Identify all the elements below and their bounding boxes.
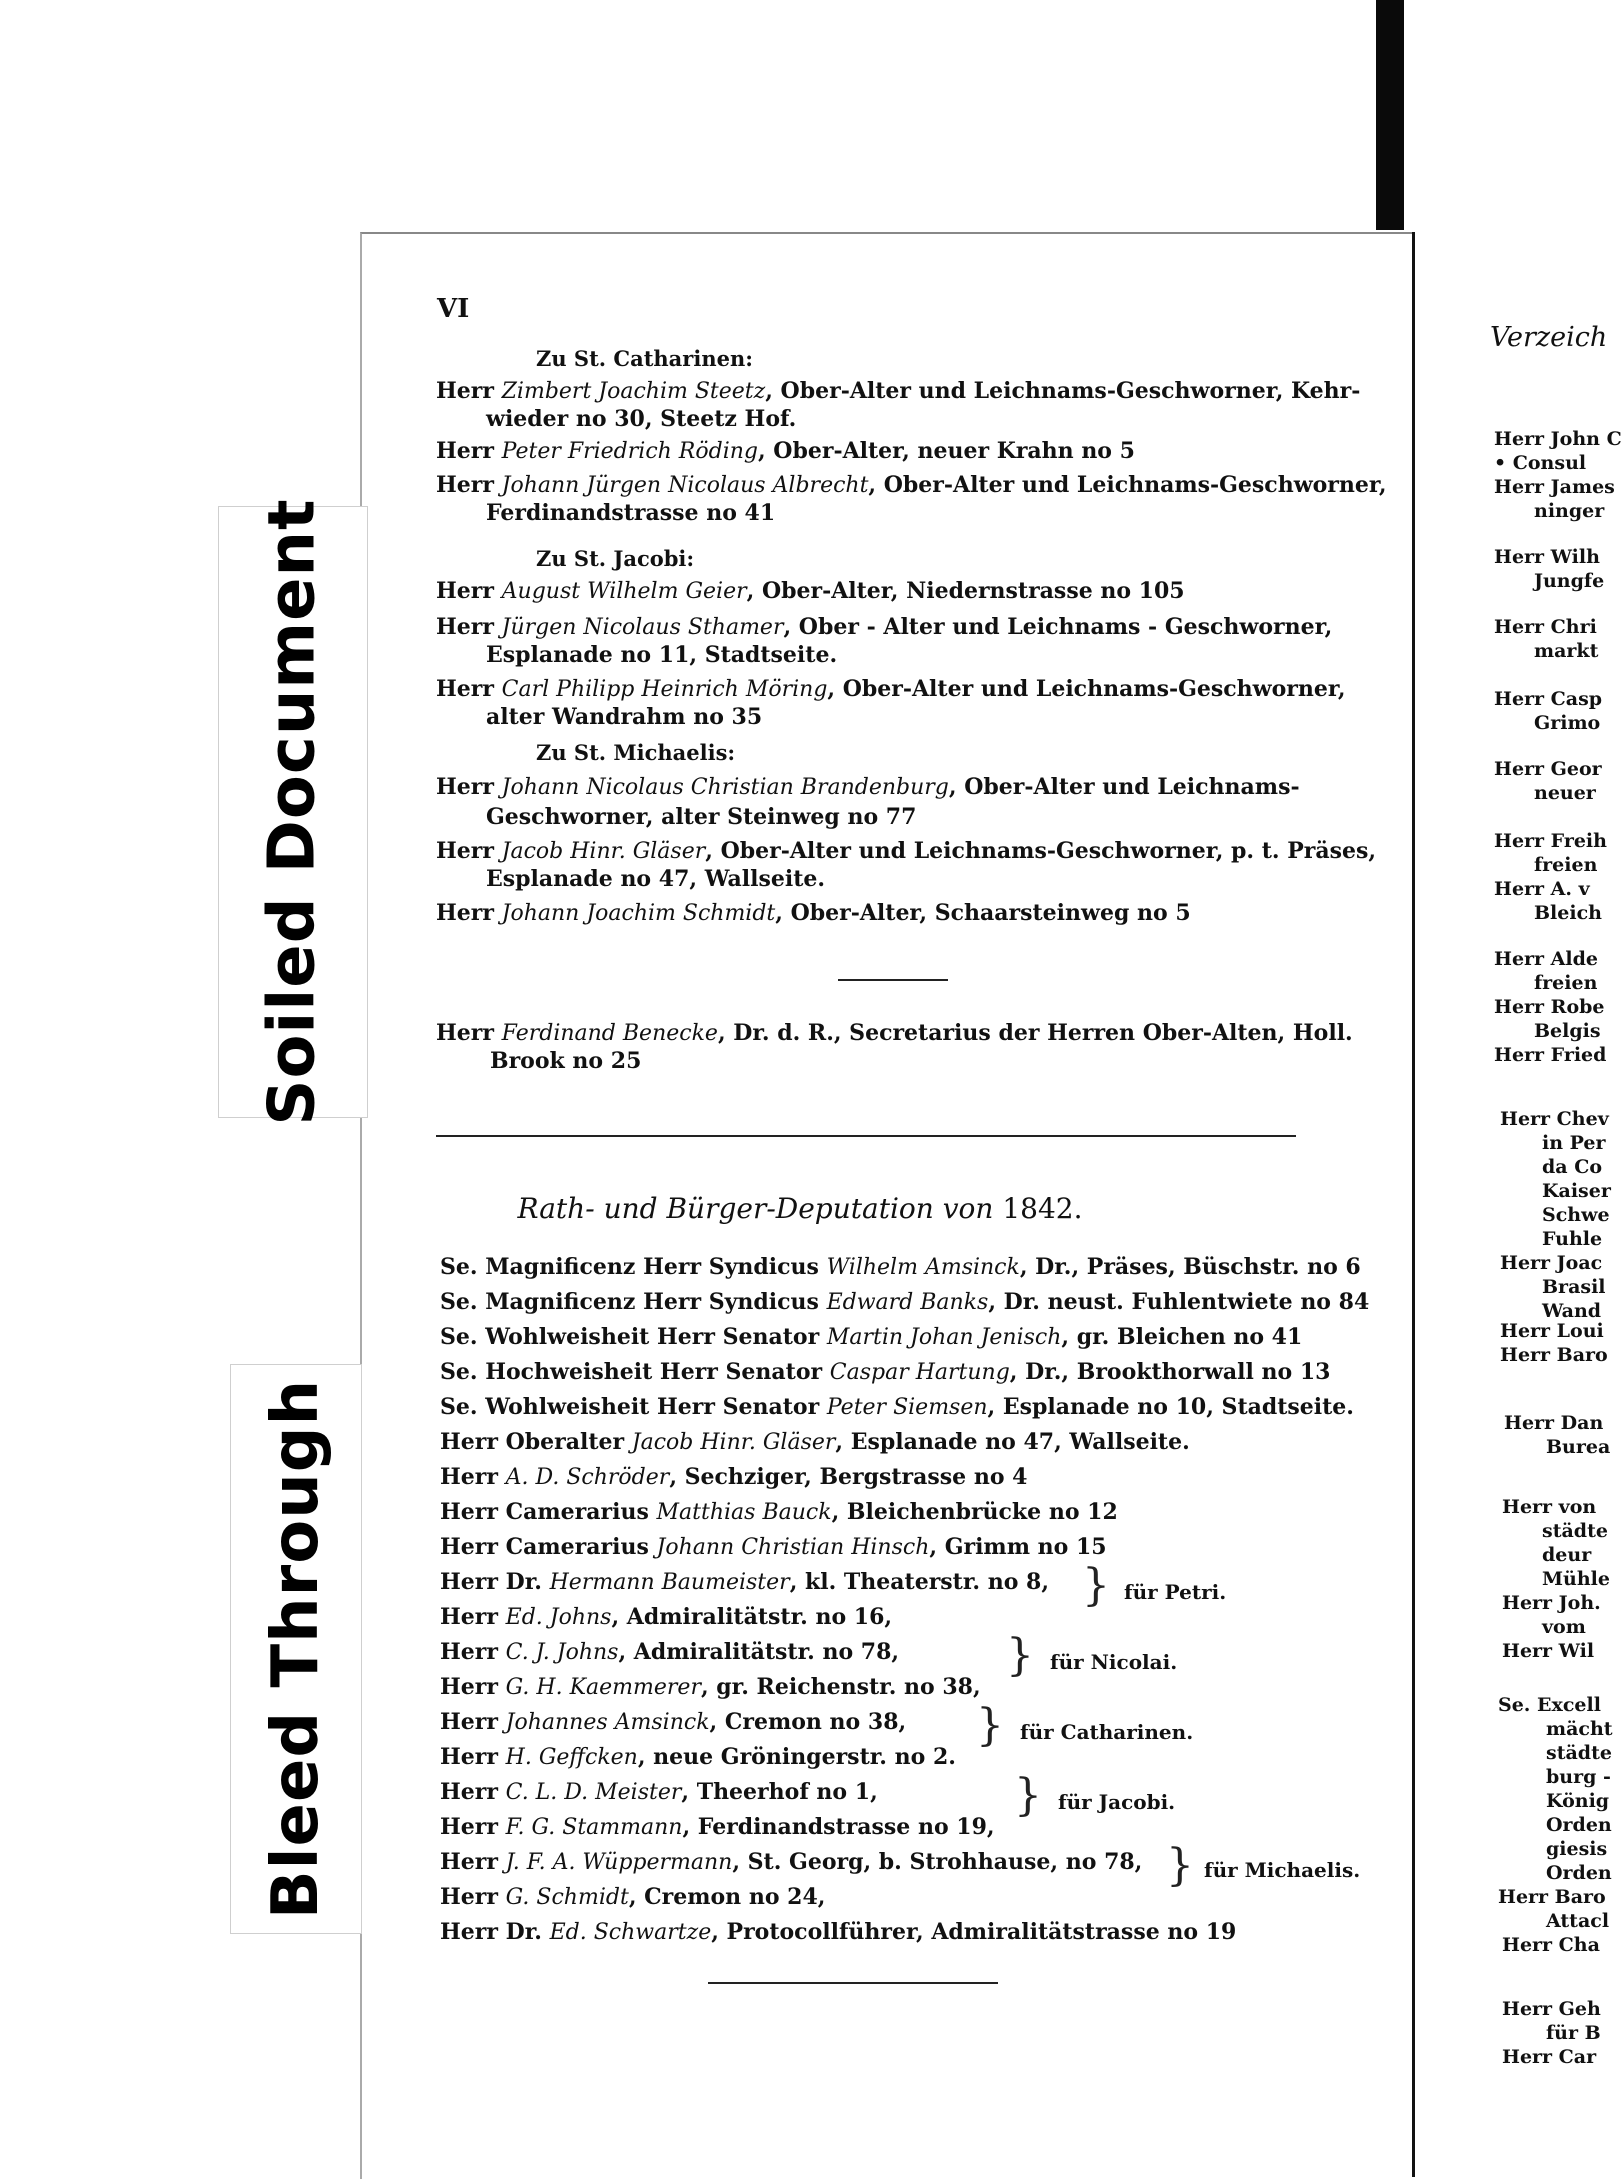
bleed-through-tab	[230, 1364, 362, 1934]
parish-jacobi: für Jacobi.	[1058, 1790, 1176, 1814]
right-fragment: Wand	[1542, 1300, 1602, 1322]
section-heading-michaelis: Zu St. Michaelis:	[536, 740, 736, 765]
right-fragment: giesis	[1546, 1838, 1608, 1860]
right-fragment: burg -	[1546, 1766, 1611, 1788]
right-page-heading: Verzeich	[1490, 322, 1608, 353]
right-fragment: neuer	[1534, 782, 1596, 804]
right-fragment: Herr Robe	[1494, 996, 1605, 1018]
right-fragment: • Consul	[1494, 452, 1587, 474]
right-fragment: freien	[1534, 972, 1598, 994]
right-fragment: für B	[1546, 2022, 1601, 2044]
deputation-line: Herr J. F. A. Wüppermann, St. Georg, b. Strohhause, no 78,	[440, 1849, 1143, 1875]
soiled-document-tab	[218, 498, 368, 1126]
page-number: VI	[437, 294, 470, 324]
right-fragment: Herr Alde	[1494, 948, 1599, 970]
brace-michaelis: }	[1166, 1840, 1194, 1891]
right-fragment: Herr Casp	[1494, 688, 1603, 710]
right-fragment: Herr Fried	[1494, 1044, 1607, 1066]
right-fragment: Herr von	[1502, 1496, 1597, 1518]
right-fragment: Schwe	[1542, 1204, 1610, 1226]
entry-line-cont: Esplanade no 11, Stadtseite.	[486, 642, 838, 668]
entry-line: Herr August Wilhelm Geier, Ober-Alter, Niedernstrasse no 105	[436, 578, 1185, 604]
right-fragment: Herr Wil	[1502, 1640, 1595, 1662]
right-fragment: Se. Excell	[1498, 1694, 1601, 1716]
deputation-line: Se. Magnificenz Herr Syndicus Wilhelm Amsinck, Dr., Präses, Büschstr. no 6	[440, 1254, 1361, 1280]
right-fragment: Herr Baro	[1498, 1886, 1606, 1908]
right-fragment: in Per	[1542, 1132, 1606, 1154]
entry-line-cont: Esplanade no 47, Wallseite.	[486, 866, 826, 892]
entry-line: Herr Peter Friedrich Röding, Ober-Alter, neuer Krahn no 5	[436, 438, 1135, 464]
right-fragment: Herr Geor	[1494, 758, 1602, 780]
right-fragment: Herr Cha	[1502, 1934, 1600, 1956]
deputation-line: Herr H. Geffcken, neue Gröningerstr. no 2.	[440, 1744, 956, 1770]
right-fragment: Herr Wilh	[1494, 546, 1600, 568]
right-fragment: Herr A. v	[1494, 878, 1590, 900]
brace-jacobi: }	[1014, 1770, 1042, 1821]
brace-nicolai: }	[1006, 1630, 1034, 1681]
deputation-line: Herr Oberalter Jacob Hinr. Gläser, Esplanade no 47, Wallseite.	[440, 1429, 1190, 1455]
right-fragment: Herr Joac	[1500, 1252, 1603, 1274]
right-fragment: Mühle	[1542, 1568, 1610, 1590]
deputation-line: Herr Ed. Johns, Admiralitätstr. no 16,	[440, 1604, 893, 1630]
right-fragment: König	[1546, 1790, 1610, 1812]
right-fragment: markt	[1534, 640, 1599, 662]
parish-catharinen: für Catharinen.	[1020, 1720, 1194, 1744]
right-fragment: vom	[1542, 1616, 1586, 1638]
right-fragment: Brasil	[1542, 1276, 1606, 1298]
right-fragment: mächt	[1546, 1718, 1613, 1740]
entry-line: Herr Zimbert Joachim Steetz, Ober-Alter und Leichnams-Geschworner, Kehr-	[436, 378, 1361, 404]
right-fragment: Fuhle	[1542, 1228, 1603, 1250]
right-fragment: Burea	[1546, 1436, 1611, 1458]
parish-nicolai: für Nicolai.	[1050, 1650, 1178, 1674]
deputation-line: Se. Wohlweisheit Herr Senator Peter Siemsen, Esplanade no 10, Stadtseite.	[440, 1394, 1354, 1420]
parish-michaelis: für Michaelis.	[1204, 1858, 1361, 1882]
right-fragment: Grimo	[1534, 712, 1601, 734]
deputation-line: Se. Magnificenz Herr Syndicus Edward Banks, Dr. neust. Fuhlentwiete no 84	[440, 1289, 1370, 1315]
deputation-line: Herr Johannes Amsinck, Cremon no 38,	[440, 1709, 907, 1735]
right-fragment: ninger	[1534, 500, 1605, 522]
entry-line-cont: Geschworner, alter Steinweg no 77	[486, 804, 917, 830]
right-fragment: freien	[1534, 854, 1598, 876]
entry-line: Herr Jürgen Nicolaus Sthamer, Ober - Alter und Leichnams - Geschworner,	[436, 614, 1333, 640]
entry-line-cont: Ferdinandstrasse no 41	[486, 500, 776, 526]
brace-petri: }	[1082, 1560, 1110, 1611]
deputation-line: Se. Hochweisheit Herr Senator Caspar Hartung, Dr., Brookthorwall no 13	[440, 1359, 1331, 1385]
right-fragment: Kaiser	[1542, 1180, 1611, 1202]
deputation-line: Herr Dr. Hermann Baumeister, kl. Theaterstr. no 8,	[440, 1569, 1050, 1595]
right-fragment: Herr Geh	[1502, 1998, 1601, 2020]
entry-line: Herr Johann Nicolaus Christian Brandenburg, Ober-Alter und Leichnams-	[436, 774, 1300, 800]
deputation-line: Herr A. D. Schröder, Sechziger, Bergstrasse no 4	[440, 1464, 1028, 1490]
bleed-through-label: Bleed Through	[259, 1378, 333, 1920]
right-fragment: Herr Dan	[1504, 1412, 1604, 1434]
short-divider	[838, 979, 948, 981]
deputation-title: Rath- und Bürger-Deputation von 1842.	[517, 1192, 1083, 1225]
deputation-line: Herr G. Schmidt, Cremon no 24,	[440, 1884, 826, 1910]
parish-petri: für Petri.	[1124, 1580, 1227, 1604]
right-fragment: Herr Loui	[1500, 1320, 1604, 1342]
entry-line: Herr Jacob Hinr. Gläser, Ober-Alter und Leichnams-Geschworner, p. t. Präses,	[436, 838, 1377, 864]
brace-catharinen: }	[976, 1700, 1004, 1751]
right-fragment: Bleich	[1534, 902, 1602, 924]
right-fragment: Belgis	[1534, 1020, 1601, 1042]
deputation-line: Herr C. J. Johns, Admiralitätstr. no 78,	[440, 1639, 900, 1665]
entry-line-cont: wieder no 30, Steetz Hof.	[486, 406, 797, 432]
soiled-document-label: Soiled Document	[256, 498, 330, 1126]
right-fragment: da Co	[1542, 1156, 1603, 1178]
right-fragment: Herr Chev	[1500, 1108, 1609, 1130]
section-heading-jacobi: Zu St. Jacobi:	[536, 546, 695, 571]
deputation-line: Herr Dr. Ed. Schwartze, Protocollführer, Admiralitätstrasse no 19	[440, 1919, 1237, 1945]
deputation-line: Herr C. L. D. Meister, Theerhof no 1,	[440, 1779, 878, 1805]
entry-line: Herr Johann Jürgen Nicolaus Albrecht, Ober-Alter und Leichnams-Geschworner,	[436, 472, 1387, 498]
deputation-line: Herr Camerarius Johann Christian Hinsch, Grimm no 15	[440, 1534, 1107, 1560]
section-heading-catharinen: Zu St. Catharinen:	[536, 346, 753, 371]
right-fragment: städte	[1542, 1520, 1608, 1542]
right-fragment: Herr Car	[1502, 2046, 1597, 2068]
right-fragment: Herr Joh.	[1502, 1592, 1601, 1614]
deputation-line: Herr G. H. Kaemmerer, gr. Reichenstr. no 38,	[440, 1674, 981, 1700]
right-fragment: städte	[1546, 1742, 1612, 1764]
deputation-line: Herr Camerarius Matthias Bauck, Bleichenbrücke no 12	[440, 1499, 1118, 1525]
entry-line: Herr Johann Joachim Schmidt, Ober-Alter, Schaarsteinweg no 5	[436, 900, 1191, 926]
secretary-line: Herr Ferdinand Benecke, Dr. d. R., Secretarius der Herren Ober-Alten, Holl.	[436, 1020, 1353, 1046]
bottom-divider	[708, 1982, 998, 1984]
right-fragment: deur	[1542, 1544, 1592, 1566]
right-fragment: Orden	[1546, 1814, 1612, 1836]
deputation-line: Se. Wohlweisheit Herr Senator Martin Johan Jenisch, gr. Bleichen no 41	[440, 1324, 1303, 1350]
entry-line-cont: alter Wandrahm no 35	[486, 704, 763, 730]
right-fragment: Herr John C	[1494, 428, 1622, 450]
right-fragment: Herr Freih	[1494, 830, 1607, 852]
right-fragment: Herr Chri	[1494, 616, 1597, 638]
right-fragment: Herr Baro	[1500, 1344, 1608, 1366]
deputation-line: Herr F. G. Stammann, Ferdinandstrasse no 19,	[440, 1814, 995, 1840]
right-fragment: Herr James	[1494, 476, 1615, 498]
right-fragment: Jungfe	[1534, 570, 1605, 592]
right-fragment: Attacl	[1546, 1910, 1610, 1932]
secretary-line-cont: Brook no 25	[490, 1048, 642, 1074]
scan-border-bar	[1376, 0, 1404, 230]
section-divider	[436, 1135, 1296, 1137]
entry-line: Herr Carl Philipp Heinrich Möring, Ober-Alter und Leichnams-Geschworner,	[436, 676, 1346, 702]
right-fragment: Orden	[1546, 1862, 1612, 1884]
